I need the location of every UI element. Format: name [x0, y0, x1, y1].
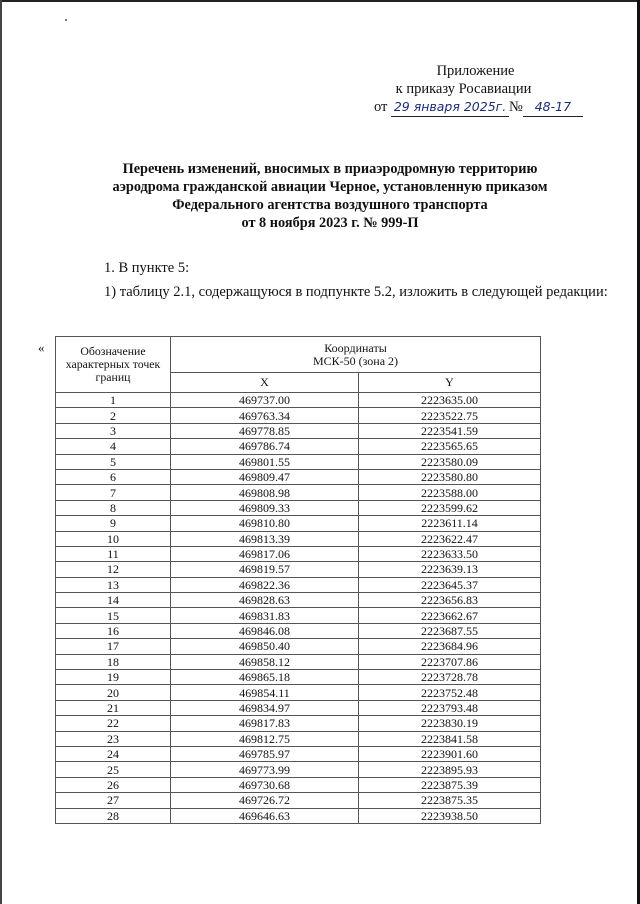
y-coordinate: 2223895.93 — [359, 762, 541, 777]
table-row — [56, 654, 541, 669]
y-coordinate: 2223580.09 — [359, 454, 541, 469]
table-row — [56, 670, 541, 685]
point-number: 14 — [56, 593, 171, 608]
table-row — [56, 500, 541, 515]
y-coordinate: 2223707.86 — [359, 654, 541, 669]
table-row — [56, 485, 541, 500]
x-coordinate: 469646.63 — [171, 808, 359, 823]
title-line-1: Перечень изменений, вносимых в приаэродромную территорию — [122, 161, 538, 177]
point-number: 21 — [56, 700, 171, 715]
y-coordinate: 2223830.19 — [359, 716, 541, 731]
x-coordinate: 469726.72 — [171, 793, 359, 808]
y-coordinate: 2223580.80 — [359, 469, 541, 484]
table-row — [56, 593, 541, 608]
point-number: 9 — [56, 516, 171, 531]
table-row — [56, 531, 541, 546]
table-row — [56, 731, 541, 746]
y-coordinate: 2223645.37 — [359, 577, 541, 592]
x-coordinate: 469810.80 — [171, 516, 359, 531]
table-body — [56, 393, 541, 824]
y-coordinate: 2223728.78 — [359, 670, 541, 685]
number-prefix: № — [509, 99, 523, 115]
x-coordinate: 469812.75 — [171, 731, 359, 746]
appendix-title: Приложение — [436, 63, 515, 79]
y-coordinate: 2223565.65 — [359, 439, 541, 454]
y-coordinate: 2223611.14 — [359, 516, 541, 531]
x-coordinate: 469801.55 — [171, 454, 359, 469]
point-number: 4 — [56, 439, 171, 454]
point-number: 18 — [56, 654, 171, 669]
x-coordinate: 469819.57 — [171, 562, 359, 577]
appendix-header — [340, 62, 575, 117]
y-coordinate: 2223901.60 — [359, 746, 541, 761]
x-coordinate: 469785.97 — [171, 746, 359, 761]
point-number: 15 — [56, 608, 171, 623]
table-row — [56, 608, 541, 623]
header-coordinates-line2: МСК-50 (зона 2) — [312, 353, 399, 368]
appendix-order-ref: к приказу Росавиации — [395, 81, 532, 97]
table-row — [56, 700, 541, 715]
x-coordinate: 469828.63 — [171, 593, 359, 608]
y-coordinate: 2223841.58 — [359, 731, 541, 746]
table-row — [56, 746, 541, 761]
x-coordinate: 469813.39 — [171, 531, 359, 546]
point-number: 25 — [56, 762, 171, 777]
point-number: 5 — [56, 454, 171, 469]
point-number: 1 — [56, 393, 171, 408]
x-coordinate: 469809.47 — [171, 469, 359, 484]
y-coordinate: 2223599.62 — [359, 500, 541, 515]
table-row — [56, 454, 541, 469]
x-coordinate: 469854.11 — [171, 685, 359, 700]
point-number: 24 — [56, 746, 171, 761]
point-number: 26 — [56, 777, 171, 792]
table-row — [56, 393, 541, 408]
table-row — [56, 762, 541, 777]
point-number: 16 — [56, 623, 171, 638]
x-coordinate: 469865.18 — [171, 670, 359, 685]
appendix-date-number — [340, 98, 575, 117]
point-number: 17 — [56, 639, 171, 654]
table-row — [56, 793, 541, 808]
y-coordinate: 2223522.75 — [359, 408, 541, 423]
y-coordinate: 2223687.55 — [359, 623, 541, 638]
table-row — [56, 439, 541, 454]
header-point-designation: Обозначение характерных точек границ — [56, 337, 171, 393]
x-coordinate: 469817.83 — [171, 716, 359, 731]
table-row — [56, 716, 541, 731]
title-line-4: от 8 ноября 2023 г. № 999-П — [241, 215, 419, 231]
x-coordinate: 469858.12 — [171, 654, 359, 669]
document-title — [80, 160, 580, 232]
x-coordinate: 469831.83 — [171, 608, 359, 623]
point-number: 12 — [56, 562, 171, 577]
x-coordinate: 469817.06 — [171, 546, 359, 561]
scan-speck — [65, 19, 67, 21]
point-number: 2 — [56, 408, 171, 423]
point-number: 6 — [56, 469, 171, 484]
point-number: 3 — [56, 423, 171, 438]
table-row — [56, 808, 541, 823]
x-coordinate: 469808.98 — [171, 485, 359, 500]
table-row — [56, 423, 541, 438]
table-row — [56, 777, 541, 792]
x-coordinate: 469778.85 — [171, 423, 359, 438]
table-row — [56, 577, 541, 592]
y-coordinate: 2223662.67 — [359, 608, 541, 623]
x-coordinate: 469786.74 — [171, 439, 359, 454]
y-coordinate: 2223793.48 — [359, 700, 541, 715]
header-coordinates-line1: Координаты — [324, 340, 387, 355]
x-coordinate: 469822.36 — [171, 577, 359, 592]
table-row — [56, 408, 541, 423]
table-row — [56, 469, 541, 484]
title-line-3: Федерального агентства воздушного транспорта — [172, 197, 488, 213]
header-coordinates — [171, 337, 541, 373]
y-coordinate: 2223541.59 — [359, 423, 541, 438]
x-coordinate: 469809.33 — [171, 500, 359, 515]
header-y: Y — [359, 373, 541, 393]
x-coordinate: 469850.40 — [171, 639, 359, 654]
item-1-heading: 1. В пункте 5: — [104, 260, 190, 276]
x-coordinate: 469730.68 — [171, 777, 359, 792]
point-number: 23 — [56, 731, 171, 746]
header-x: X — [171, 373, 359, 393]
y-coordinate: 2223752.48 — [359, 685, 541, 700]
x-coordinate: 469763.34 — [171, 408, 359, 423]
y-coordinate: 2223622.47 — [359, 531, 541, 546]
point-number: 20 — [56, 685, 171, 700]
date-prefix: от — [374, 99, 388, 115]
point-number: 10 — [56, 531, 171, 546]
page-edge-top — [0, 0, 640, 2]
y-coordinate: 2223938.50 — [359, 808, 541, 823]
table-row — [56, 562, 541, 577]
y-coordinate: 2223633.50 — [359, 546, 541, 561]
coordinates-table — [55, 336, 541, 824]
point-number: 22 — [56, 716, 171, 731]
y-coordinate: 2223635.00 — [359, 393, 541, 408]
y-coordinate: 2223684.96 — [359, 639, 541, 654]
point-number: 28 — [56, 808, 171, 823]
point-number: 7 — [56, 485, 171, 500]
point-number: 27 — [56, 793, 171, 808]
handwritten-number: 48-17 — [534, 99, 572, 114]
handwritten-date: 29 января 2025г. — [393, 99, 507, 114]
table-row — [56, 623, 541, 638]
point-number: 11 — [56, 546, 171, 561]
x-coordinate: 469773.99 — [171, 762, 359, 777]
x-coordinate: 469846.08 — [171, 623, 359, 638]
table-row — [56, 546, 541, 561]
point-number: 19 — [56, 670, 171, 685]
page-edge-left — [0, 0, 2, 904]
x-coordinate: 469834.97 — [171, 700, 359, 715]
title-line-2: аэродрома гражданской авиации Черное, установленную приказом — [112, 179, 548, 195]
point-number: 8 — [56, 500, 171, 515]
y-coordinate: 2223875.39 — [359, 777, 541, 792]
opening-quote: « — [38, 340, 45, 355]
date-field — [391, 98, 509, 117]
item-1-1-text: 1) таблицу 2.1, содержащуюся в подпункте 5.2, изложить в следующей редакции: — [104, 284, 608, 300]
table-row — [56, 685, 541, 700]
y-coordinate: 2223656.83 — [359, 593, 541, 608]
table-row — [56, 639, 541, 654]
number-field — [523, 98, 583, 117]
table-row — [56, 516, 541, 531]
y-coordinate: 2223588.00 — [359, 485, 541, 500]
x-coordinate: 469737.00 — [171, 393, 359, 408]
point-number: 13 — [56, 577, 171, 592]
y-coordinate: 2223875.35 — [359, 793, 541, 808]
y-coordinate: 2223639.13 — [359, 562, 541, 577]
